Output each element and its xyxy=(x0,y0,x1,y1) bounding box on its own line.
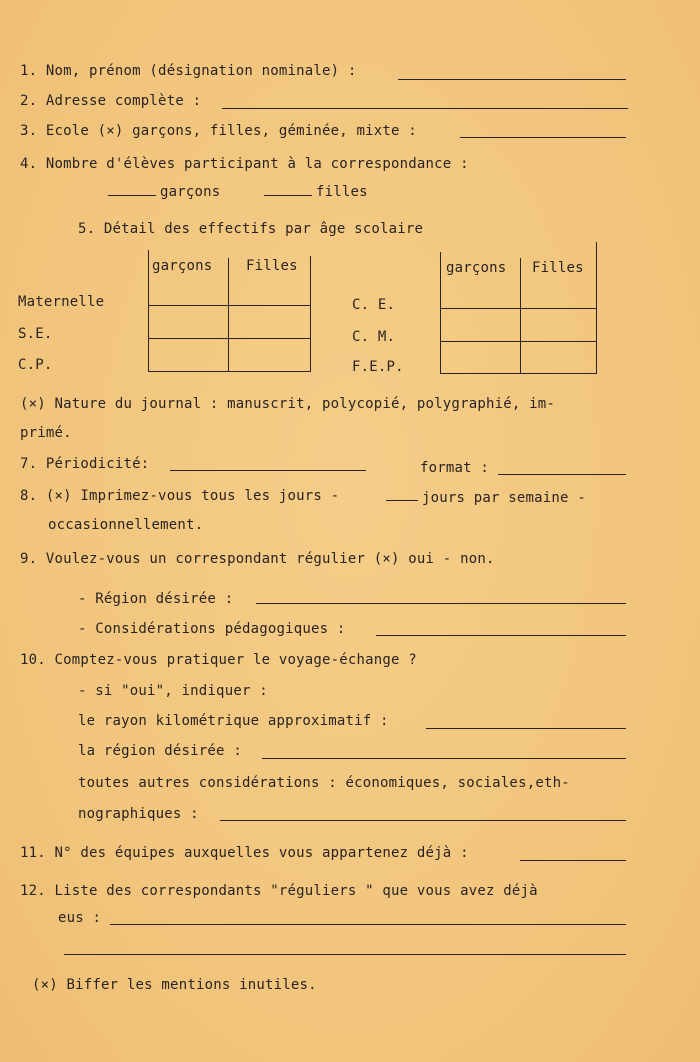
q4-garcons-field[interactable] xyxy=(108,195,156,196)
q3-label: 3. Ecole (×) garçons, filles, géminée, mixte : xyxy=(20,123,417,139)
q12-label-line1: 12. Liste des correspondants "réguliers " que vous avez déjà xyxy=(20,883,538,899)
table-right-row-fep: F.E.P. xyxy=(352,359,404,375)
table-left-row-cp: C.P. xyxy=(18,357,53,373)
q4-garcons-label: garçons xyxy=(160,184,221,200)
q7-format-label: format : xyxy=(420,460,490,476)
q1-field[interactable] xyxy=(398,79,626,80)
q8-label-line2: occasionnellement. xyxy=(48,517,204,533)
q10-autres-line1: toutes autres considérations : économiques, sociales,eth- xyxy=(78,775,570,791)
table-right-row-ce: C. E. xyxy=(352,297,396,313)
table-left-row-se: S.E. xyxy=(18,326,53,342)
table-right-header-garcons: garçons xyxy=(446,260,507,276)
q10-label: 10. Comptez-vous pratiquer le voyage-échange ? xyxy=(20,652,417,668)
q8-label-line1a: 8. (×) Imprimez-vous tous les jours - xyxy=(20,488,340,504)
q4-filles-field[interactable] xyxy=(264,195,312,196)
q8-days-field[interactable] xyxy=(386,500,418,501)
q10-rayon-field[interactable] xyxy=(426,728,626,729)
q12-field-1[interactable] xyxy=(110,924,626,925)
q5-label: 5. Détail des effectifs par âge scolaire xyxy=(78,221,424,237)
q10-rayon-label: le rayon kilométrique approximatif : xyxy=(78,713,389,729)
q7-field[interactable] xyxy=(170,470,366,471)
q11-label: 11. N° des équipes auxquelles vous appartenez déjà : xyxy=(20,845,469,861)
q10-autres-field[interactable] xyxy=(220,820,626,821)
table-right-header-filles: Filles xyxy=(532,260,584,276)
q11-field[interactable] xyxy=(520,860,626,861)
q9-pedago-label: - Considérations pédagogiques : xyxy=(78,621,346,637)
q7-format-field[interactable] xyxy=(498,474,626,475)
q12-field-2[interactable] xyxy=(64,954,626,955)
q6-label-line2: primé. xyxy=(20,425,72,441)
q7-label: 7. Périodicité: xyxy=(20,456,150,472)
q10-autres-line2: nographiques : xyxy=(78,806,199,822)
q9-region-field[interactable] xyxy=(256,603,626,604)
q4-filles-label: filles xyxy=(316,184,368,200)
q9-label: 9. Voulez-vous un correspondant régulier (×) oui - non. xyxy=(20,551,495,567)
q9-pedago-field[interactable] xyxy=(376,635,626,636)
table-right-row-cm: C. M. xyxy=(352,329,396,345)
table-left-header-filles: Filles xyxy=(246,258,298,274)
q9-region-label: - Région désirée : xyxy=(78,591,234,607)
q2-label: 2. Adresse complète : xyxy=(20,93,202,109)
q2-field[interactable] xyxy=(222,108,628,109)
footnote: (×) Biffer les mentions inutiles. xyxy=(32,977,317,993)
table-left-header-garcons: garçons xyxy=(152,258,213,274)
q3-field[interactable] xyxy=(460,137,626,138)
q10-region-label: la région désirée : xyxy=(78,743,242,759)
table-left-row-maternelle: Maternelle xyxy=(18,294,105,310)
q8-label-line1b: jours par semaine - xyxy=(422,490,586,506)
q6-label-line1: (×) Nature du journal : manuscrit, polycopié, polygraphié, im- xyxy=(20,396,555,412)
q12-label-line2: eus : xyxy=(58,910,102,926)
q10-region-field[interactable] xyxy=(262,758,626,759)
q4-label: 4. Nombre d'élèves participant à la correspondance : xyxy=(20,156,469,172)
q10-si-label: - si "oui", indiquer : xyxy=(78,683,268,699)
q1-label: 1. Nom, prénom (désignation nominale) : xyxy=(20,63,357,79)
